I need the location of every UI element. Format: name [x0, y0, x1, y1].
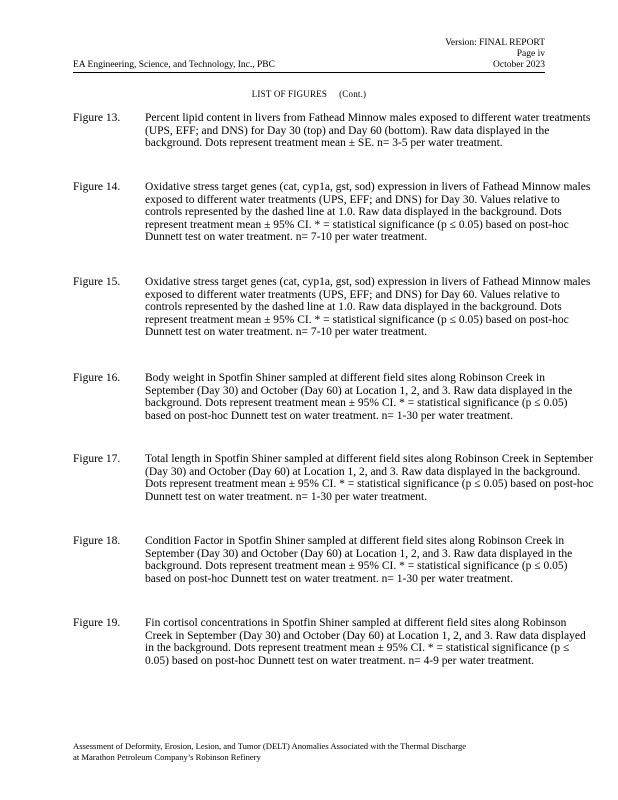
list-title — [0, 89, 618, 99]
report-version: Version: FINAL REPORT — [445, 38, 545, 48]
figure-caption: Oxidative stress target genes (cat, cyp1a, gst, sod) expression in livers of Fathead Minnow males exposed to different water treatments (UPS, EFF; and DNS) for Day 30. Values relative to controls represented by the dashed line at 1.0. Raw data displayed in the background. Dots represent treatment mean ± 95% CI. * = statistical significance (p ≤ 0.05) based on post-hoc Dunnett test on water treatment. n= 7-10 per water treatment. — [145, 181, 591, 244]
page-number: Page iv — [516, 49, 545, 59]
figure-number: Figure 18. — [73, 535, 121, 547]
figure-caption: Oxidative stress target genes (cat, cyp1a, gst, sod) expression in livers of Fathead Minnow males exposed to different water treatments (UPS, EFF; and DNS) for Day 60. Values relative to controls represented by the dashed line at 1.0. Raw data displayed in the background. Dots represent treatment mean ± 95% CI. * = statistical significance (p ≤ 0.05) based on post-hoc Dunnett test on water treatment. n= 7-10 per water treatment. — [145, 276, 591, 339]
report-date: October 2023 — [493, 60, 545, 70]
figure-number: Figure 16. — [73, 372, 121, 384]
header-right-block — [445, 38, 545, 71]
figure-number: Figure 19. — [73, 617, 121, 629]
list-title-text: LIST OF FIGURES — [251, 89, 328, 99]
figure-number: Figure 13. — [73, 112, 121, 124]
figure-caption: Condition Factor in Spotfin Shiner sampled at different field sites along Robinson Creek in September (Day 30) and October (Day 60) at Location 1, 2, and 3. Raw data displayed in the background. Dots represent treatment mean ± 95% CI. * = statistical significance (p ≤ 0.05) based on post-hoc Dunnett test on water treatment. n= 1-30 per water treatment. — [145, 535, 573, 585]
header-divider — [73, 72, 545, 73]
footer-line: at Marathon Petroleum Company’s Robinson Refinery — [73, 751, 261, 762]
figure-caption: Fin cortisol concentrations in Spotfin Shiner sampled at different field sites along Robinson Creek in September (Day 30) and October (Day 60) at Location 1, 2, and 3. Raw data displayed in the background. Dots represent treatment mean ± 95% CI. * = statistical significance (p ≤ 0.05) based on post-hoc Dunnett test on water treatment. n= 4-9 per water treatment. — [145, 617, 586, 667]
figure-number: Figure 15. — [73, 276, 121, 288]
figure-caption: Percent lipid content in livers from Fathead Minnow males exposed to different water treatments (UPS, EFF; and DNS) for Day 30 (top) and Day 60 (bottom). Raw data displayed in the background. Dots represent treatment mean ± SE. n= 3-5 per water treatment. — [145, 112, 591, 150]
company-name: EA Engineering, Science, and Technology, Inc., PBC — [73, 60, 275, 70]
figure-number: Figure 14. — [73, 181, 121, 193]
figure-caption: Body weight in Spotfin Shiner sampled at different field sites along Robinson Creek in September (Day 30) and October (Day 60) at Location 1, 2, and 3. Raw data displayed in the background. Dots represent treatment mean ± 95% CI. * = statistical significance (p ≤ 0.05) based on post-hoc Dunnett test on water treatment. n= 1-30 per water treatment. — [145, 372, 573, 422]
list-title-cont: (Cont.) — [339, 89, 367, 99]
figure-caption: Total length in Spotfin Shiner sampled at different field sites along Robinson Creek in September (Day 30) and October (Day 60) at Location 1, 2, and 3. Raw data displayed in the background. Dots represent treatment mean ± 95% CI. * = statistical significance (p ≤ 0.05) based on post-hoc Dunnett test on water treatment. n= 1-30 per water treatment. — [145, 453, 594, 503]
footer-line: Assessment of Deformity, Erosion, Lesion, and Tumor (DELT) Anomalies Associated with the Thermal Discharge — [73, 741, 467, 751]
document-footer — [73, 741, 466, 762]
figure-number: Figure 17. — [73, 453, 121, 465]
